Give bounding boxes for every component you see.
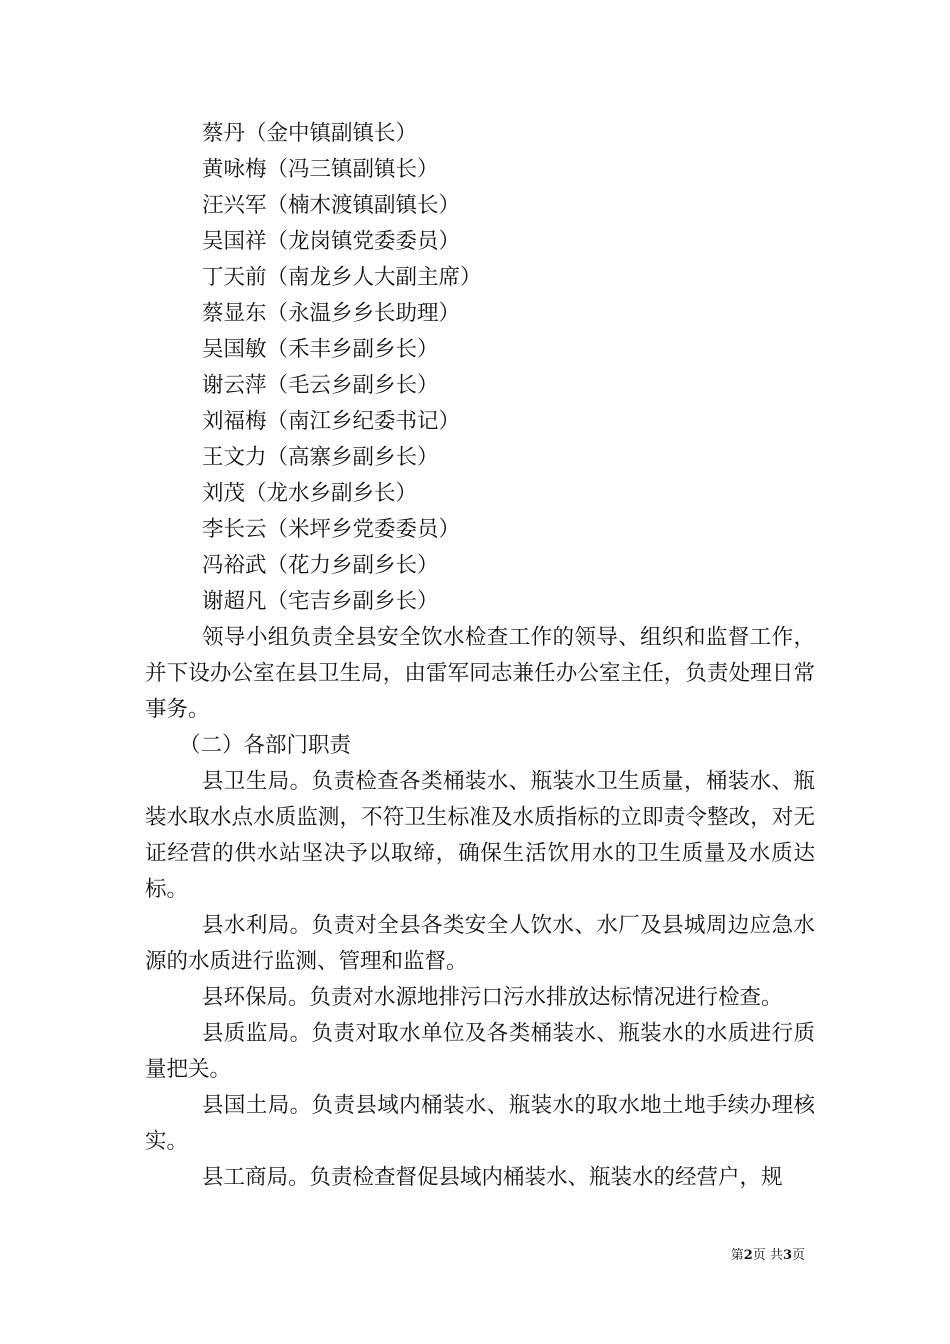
member-item: 李长云（米坪乡党委委员） — [202, 517, 461, 542]
leadership-paragraph: 领导小组负责全县安全饮水检查工作的领导、组织和监督工作，并下设办公室在县卫生局，由雷军同志兼任办公室主任，负责处理日常事务。 — [145, 625, 815, 722]
member-item: 冯裕武（花力乡副乡长） — [202, 553, 439, 578]
member-list — [145, 116, 815, 620]
member-item: 汪兴军（楠木渡镇副镇长） — [202, 193, 461, 218]
footer-current-page: 2 — [743, 1248, 753, 1263]
department-paragraph-health: 县卫生局。负责检查各类桶装水、瓶装水卫生质量，桶装水、瓶装水取水点水质监测，不符卫生标准及水质指标的立即责令整改，对无证经营的供水站坚决予以取缔，确保生活饮用水的卫生质量及水质达标。 — [145, 769, 815, 902]
member-item: 吴国祥（龙岗镇党委委员） — [202, 229, 461, 254]
document-body — [145, 116, 815, 1196]
member-item: 丁天前（南龙乡人大副主席） — [202, 265, 482, 290]
member-item: 刘茂（龙水乡副乡长） — [202, 481, 418, 506]
page-number-footer — [731, 1247, 805, 1265]
member-item: 谢云萍（毛云乡副乡长） — [202, 373, 439, 398]
footer-middle: 页 共 — [752, 1248, 783, 1263]
footer-prefix: 第 — [730, 1248, 744, 1263]
member-item: 王文力（高寨乡副乡长） — [202, 445, 439, 470]
section-heading: （二）各部门职责 — [179, 733, 352, 758]
department-paragraph-water: 县水利局。负责对全县各类安全人饮水、水厂及县城周边应急水源的水质进行监测、管理和监督。 — [145, 913, 815, 974]
member-item: 蔡丹（金中镇副镇长） — [202, 121, 418, 146]
member-item: 谢超凡（宅吉乡副乡长） — [202, 589, 439, 614]
footer-total-pages: 3 — [782, 1248, 792, 1263]
footer-suffix: 页 — [791, 1248, 805, 1263]
department-paragraph-quality: 县质监局。负责对取水单位及各类桶装水、瓶装水的水质进行质量把关。 — [145, 1021, 815, 1082]
member-item: 刘福梅（南江乡纪委书记） — [202, 409, 461, 434]
member-item: 蔡显东（永温乡乡长助理） — [202, 301, 461, 326]
department-paragraph-land: 县国土局。负责县域内桶装水、瓶装水的取水地土地手续办理核实。 — [145, 1093, 815, 1154]
member-item: 黄咏梅（冯三镇副镇长） — [202, 157, 439, 182]
department-paragraph-commerce: 县工商局。负责检查督促县域内桶装水、瓶装水的经营户，规 — [202, 1165, 783, 1190]
department-paragraph-environment: 县环保局。负责对水源地排污口污水排放达标情况进行检查。 — [202, 985, 783, 1010]
member-item: 吴国敏（禾丰乡副乡长） — [202, 337, 439, 362]
